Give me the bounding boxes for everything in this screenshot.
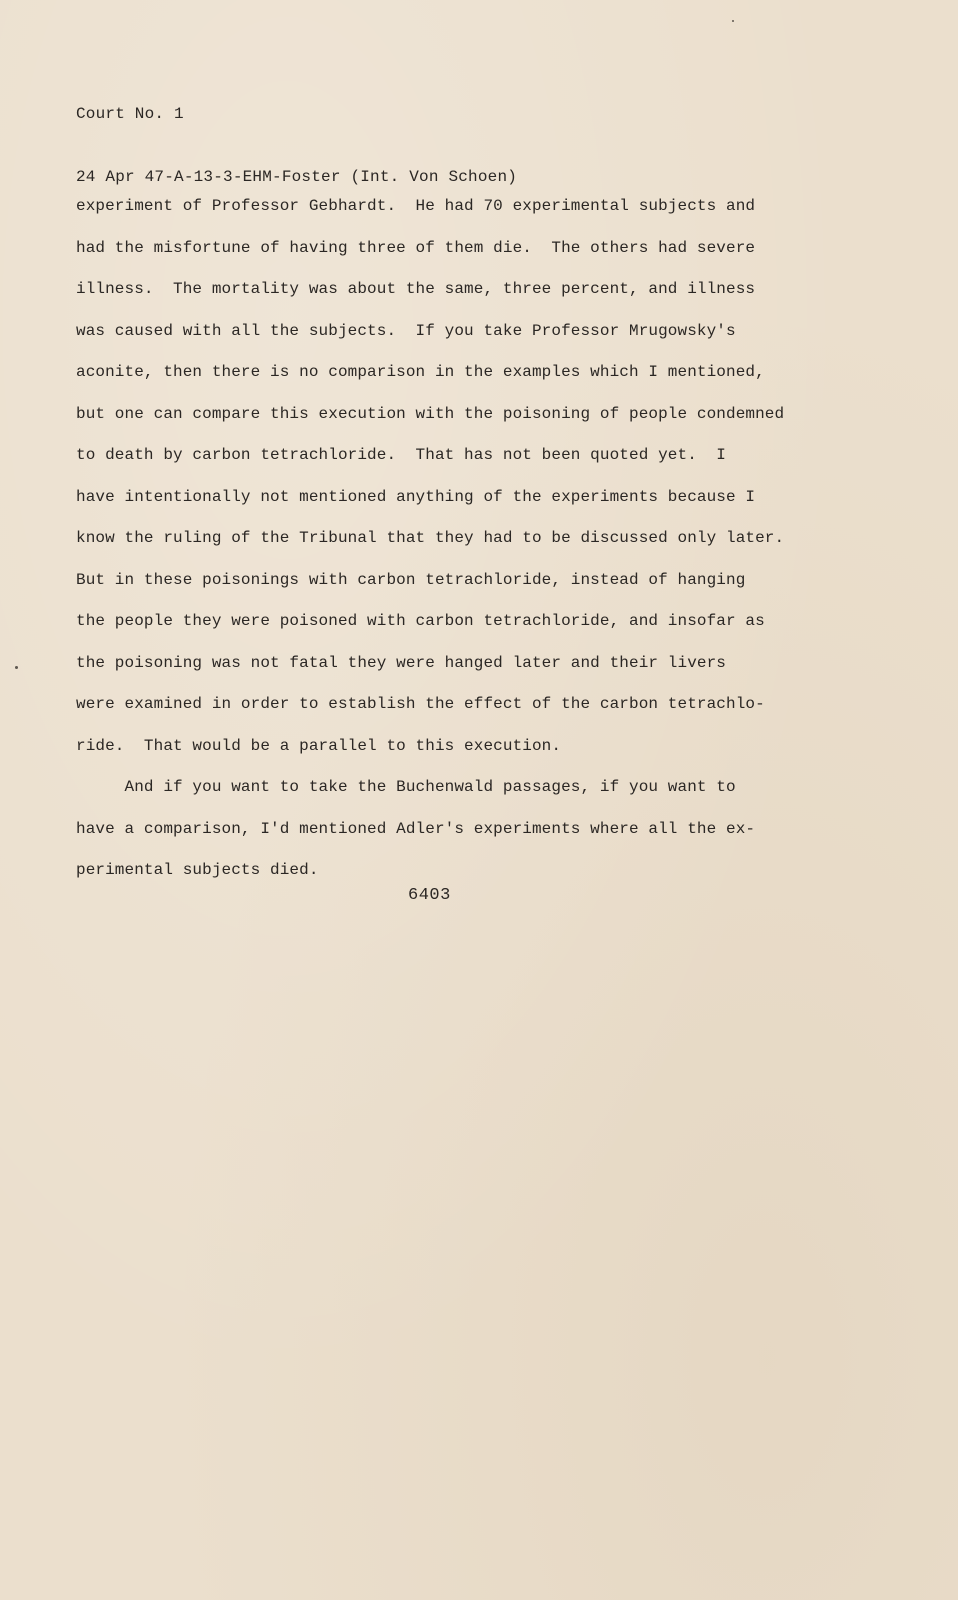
transcript-line: had the misfortune of having three of them die. The others had severe bbox=[76, 238, 756, 257]
transcript-line: aconite, then there is no comparison in the examples which I mentioned, bbox=[76, 363, 765, 381]
paper-speck bbox=[732, 20, 734, 22]
transcript-line: have a comparison, I'd mentioned Adler's experiments where all the ex- bbox=[76, 819, 756, 838]
court-number: Court No. 1 bbox=[76, 105, 184, 123]
transcript-line: have intentionally not mentioned anything of the experiments because I bbox=[76, 487, 756, 506]
transcript-line: the people they were poisoned with carbon tetrachloride, and insofar as bbox=[76, 612, 765, 630]
transcript-line: illness. The mortality was about the same, three percent, and illness bbox=[76, 280, 756, 298]
transcript-line: to death by carbon tetrachloride. That has not been quoted yet. I bbox=[76, 446, 727, 464]
transcript-line: know the ruling of the Tribunal that they had to be discussed only later. bbox=[76, 529, 785, 547]
page-number: 6403 bbox=[408, 886, 451, 905]
transcript-line: but one can compare this execution with the poisoning of people condemned bbox=[76, 404, 785, 423]
transcript-line: ride. That would be a parallel to this execution. bbox=[76, 736, 562, 755]
transcript-line: And if you want to take the Buchenwald passages, if you want to bbox=[76, 778, 736, 796]
transcript-line: were examined in order to establish the effect of the carbon tetrachlo- bbox=[76, 695, 765, 713]
transcript-line: perimental subjects died. bbox=[76, 861, 319, 879]
paper-speck bbox=[15, 666, 18, 669]
transcript-body bbox=[76, 186, 936, 892]
transcript-line: But in these poisonings with carbon tetrachloride, instead of hanging bbox=[76, 570, 746, 589]
transcript-line: experiment of Professor Gebhardt. He had 70 experimental subjects and bbox=[76, 197, 756, 215]
session-reference: 24 Apr 47-A-13-3-EHM-Foster (Int. Von Schoen) bbox=[76, 168, 518, 186]
transcript-line: was caused with all the subjects. If you take Professor Mrugowsky's bbox=[76, 321, 736, 340]
transcript-line: the poisoning was not fatal they were hanged later and their livers bbox=[76, 653, 727, 672]
